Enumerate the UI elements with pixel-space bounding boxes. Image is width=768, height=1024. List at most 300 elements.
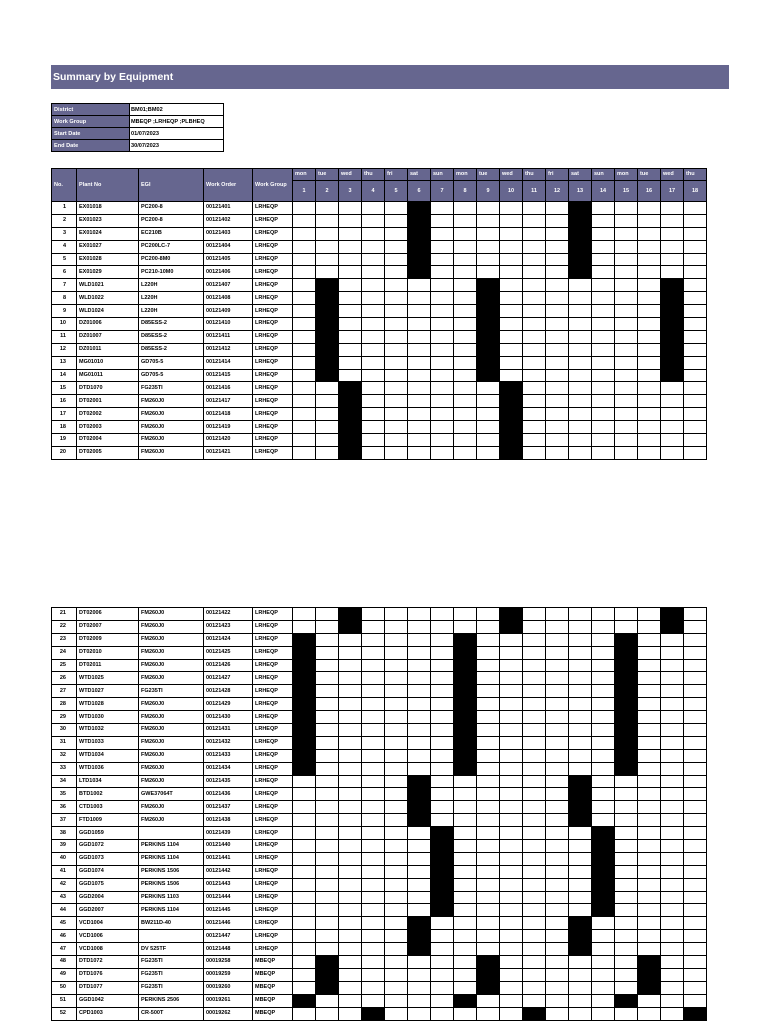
scheduled-day-cell: [408, 240, 431, 253]
plant-no: WLD1021: [77, 279, 139, 292]
egi-value: D85ESS-2: [139, 330, 204, 343]
day-cell: [569, 382, 592, 395]
work-group: LRHEQP: [253, 446, 293, 459]
day-cell: [661, 891, 684, 904]
work-order: 00121425: [204, 646, 253, 659]
day-cell: [385, 620, 408, 633]
day-cell: [684, 672, 707, 685]
day-cell: [661, 266, 684, 279]
day-cell: [293, 292, 316, 305]
day-cell: [316, 620, 339, 633]
day-cell: [638, 343, 661, 356]
scheduled-day-cell: [454, 711, 477, 724]
day-cell: [638, 814, 661, 827]
day-cell: [638, 994, 661, 1007]
day-cell: [661, 711, 684, 724]
day-cell: [615, 240, 638, 253]
egi-value: FM260J0: [139, 408, 204, 421]
day-cell: [431, 369, 454, 382]
day-cell: [638, 659, 661, 672]
day-cell: [431, 801, 454, 814]
day-cell: [362, 214, 385, 227]
day-cell: [500, 981, 523, 994]
day-cell: [661, 840, 684, 853]
scheduled-day-cell: [454, 994, 477, 1007]
day-cell: [638, 434, 661, 447]
day-cell: [362, 981, 385, 994]
egi-value: CR-500T: [139, 1007, 204, 1020]
scheduled-day-cell: [592, 827, 615, 840]
day-cell: [684, 646, 707, 659]
day-cell: [546, 801, 569, 814]
day-cell: [592, 608, 615, 621]
day-cell: [316, 253, 339, 266]
day-cell: [431, 620, 454, 633]
day-cell: [569, 685, 592, 698]
table-row: [52, 1007, 707, 1020]
day-cell: [339, 698, 362, 711]
day-cell: [684, 330, 707, 343]
egi-value: FG235TI: [139, 685, 204, 698]
work-order: 00121438: [204, 814, 253, 827]
day-cell: [500, 917, 523, 930]
day-cell: [293, 343, 316, 356]
day-cell: [362, 788, 385, 801]
work-group: LRHEQP: [253, 930, 293, 943]
plant-no: EX01023: [77, 214, 139, 227]
day-cell: [661, 865, 684, 878]
day-cell: [385, 330, 408, 343]
scheduled-day-cell: [569, 788, 592, 801]
row-number: 30: [52, 724, 77, 737]
day-cell: [477, 891, 500, 904]
day-cell: [615, 917, 638, 930]
day-cell: [408, 968, 431, 981]
day-cell: [592, 202, 615, 215]
day-cell: [385, 698, 408, 711]
day-cell: [454, 956, 477, 969]
day-cell: [500, 266, 523, 279]
day-cell: [339, 865, 362, 878]
scheduled-day-cell: [293, 672, 316, 685]
table-row: [52, 711, 707, 724]
scheduled-day-cell: [592, 904, 615, 917]
day-cell: [408, 891, 431, 904]
day-cell: [592, 994, 615, 1007]
day-cell: [523, 318, 546, 331]
col-header-egi: EGI: [139, 169, 204, 202]
day-cell: [477, 736, 500, 749]
day-cell: [431, 446, 454, 459]
table-row: [52, 878, 707, 891]
day-cell: [638, 646, 661, 659]
work-order: 00121418: [204, 408, 253, 421]
day-cell: [385, 801, 408, 814]
plant-no: CTD1003: [77, 801, 139, 814]
day-cell: [638, 395, 661, 408]
table-row: [52, 633, 707, 646]
day-cell: [523, 865, 546, 878]
table-row: [52, 646, 707, 659]
day-cell: [431, 279, 454, 292]
day-cell: [661, 762, 684, 775]
row-number: 19: [52, 434, 77, 447]
day-cell: [661, 981, 684, 994]
day-cell: [385, 878, 408, 891]
work-order: 00121403: [204, 227, 253, 240]
work-group: MBEQP: [253, 956, 293, 969]
day-cell: [362, 202, 385, 215]
day-cell: [661, 382, 684, 395]
day-cell: [477, 904, 500, 917]
parameter-value: 30/07/2023: [130, 140, 224, 152]
work-order: 00121419: [204, 421, 253, 434]
day-cell: [661, 930, 684, 943]
day-cell: [477, 395, 500, 408]
day-cell: [293, 827, 316, 840]
day-cell: [569, 904, 592, 917]
egi-value: PERKINS 1506: [139, 865, 204, 878]
day-cell: [592, 724, 615, 737]
day-cell: [615, 305, 638, 318]
work-order: 00121410: [204, 318, 253, 331]
day-cell: [339, 736, 362, 749]
day-cell: [684, 369, 707, 382]
row-number: 17: [52, 408, 77, 421]
egi-value: PERKINS 1104: [139, 852, 204, 865]
day-cell: [500, 788, 523, 801]
parameter-label: Work Group: [52, 116, 130, 128]
day-cell: [385, 994, 408, 1007]
day-cell: [316, 736, 339, 749]
day-cell: [500, 736, 523, 749]
table-row: [52, 240, 707, 253]
day-cell: [523, 749, 546, 762]
work-group: LRHEQP: [253, 943, 293, 956]
day-cell: [477, 878, 500, 891]
day-cell: [523, 266, 546, 279]
day-cell: [362, 711, 385, 724]
scheduled-day-cell: [500, 608, 523, 621]
day-cell: [592, 749, 615, 762]
day-cell: [362, 904, 385, 917]
work-group: LRHEQP: [253, 633, 293, 646]
day-cell: [293, 981, 316, 994]
day-cell: [661, 202, 684, 215]
row-number: 25: [52, 659, 77, 672]
day-cell: [592, 659, 615, 672]
day-cell: [339, 343, 362, 356]
day-cell: [316, 852, 339, 865]
day-cell: [523, 382, 546, 395]
scheduled-day-cell: [454, 672, 477, 685]
egi-value: FG235TI: [139, 382, 204, 395]
day-cell: [477, 608, 500, 621]
day-number-header: 8: [454, 181, 477, 202]
day-cell: [316, 775, 339, 788]
scheduled-day-cell: [339, 421, 362, 434]
day-cell: [293, 318, 316, 331]
scheduled-day-cell: [523, 1007, 546, 1020]
day-cell: [638, 608, 661, 621]
day-cell: [385, 736, 408, 749]
day-cell: [293, 434, 316, 447]
day-cell: [362, 646, 385, 659]
scheduled-day-cell: [615, 685, 638, 698]
scheduled-day-cell: [454, 762, 477, 775]
plant-no: LTD1034: [77, 775, 139, 788]
row-number: 16: [52, 395, 77, 408]
day-cell: [569, 395, 592, 408]
day-cell: [454, 266, 477, 279]
day-cell: [477, 711, 500, 724]
scheduled-day-cell: [569, 917, 592, 930]
day-cell: [431, 382, 454, 395]
plant-no: DZ01006: [77, 318, 139, 331]
egi-value: [139, 930, 204, 943]
day-cell: [638, 840, 661, 853]
day-cell: [362, 318, 385, 331]
day-cell: [293, 266, 316, 279]
work-order: 00121447: [204, 930, 253, 943]
work-group: LRHEQP: [253, 382, 293, 395]
day-name-header: mon: [615, 169, 638, 181]
work-order: 00121402: [204, 214, 253, 227]
day-cell: [615, 279, 638, 292]
day-cell: [316, 814, 339, 827]
day-cell: [615, 852, 638, 865]
day-cell: [431, 408, 454, 421]
day-number-header: 13: [569, 181, 592, 202]
day-cell: [592, 408, 615, 421]
day-cell: [661, 646, 684, 659]
day-cell: [523, 801, 546, 814]
table-row: [52, 956, 707, 969]
day-cell: [339, 356, 362, 369]
scheduled-day-cell: [500, 421, 523, 434]
day-cell: [546, 827, 569, 840]
day-cell: [454, 1007, 477, 1020]
day-cell: [638, 749, 661, 762]
day-cell: [684, 968, 707, 981]
day-cell: [546, 672, 569, 685]
plant-no: GGD1059: [77, 827, 139, 840]
day-cell: [661, 724, 684, 737]
row-number: 11: [52, 330, 77, 343]
day-cell: [385, 608, 408, 621]
day-cell: [684, 711, 707, 724]
work-group: LRHEQP: [253, 904, 293, 917]
day-cell: [477, 814, 500, 827]
row-number: 24: [52, 646, 77, 659]
day-cell: [546, 943, 569, 956]
day-cell: [408, 395, 431, 408]
scheduled-day-cell: [293, 698, 316, 711]
day-cell: [684, 356, 707, 369]
day-cell: [661, 917, 684, 930]
day-cell: [431, 356, 454, 369]
day-cell: [454, 395, 477, 408]
day-cell: [316, 227, 339, 240]
work-group: LRHEQP: [253, 240, 293, 253]
day-cell: [684, 292, 707, 305]
day-cell: [408, 330, 431, 343]
day-cell: [546, 1007, 569, 1020]
day-cell: [293, 369, 316, 382]
day-number-header: 9: [477, 181, 500, 202]
day-cell: [316, 904, 339, 917]
plant-no: DTD1077: [77, 981, 139, 994]
day-cell: [385, 253, 408, 266]
day-cell: [615, 395, 638, 408]
day-cell: [362, 685, 385, 698]
plant-no: WTD1025: [77, 672, 139, 685]
day-cell: [293, 956, 316, 969]
day-cell: [408, 1007, 431, 1020]
day-cell: [523, 685, 546, 698]
plant-no: WTD1030: [77, 711, 139, 724]
day-cell: [385, 356, 408, 369]
day-cell: [661, 446, 684, 459]
day-cell: [362, 253, 385, 266]
scheduled-day-cell: [569, 266, 592, 279]
day-cell: [546, 775, 569, 788]
day-cell: [500, 994, 523, 1007]
day-cell: [339, 788, 362, 801]
day-cell: [477, 930, 500, 943]
day-cell: [477, 840, 500, 853]
day-cell: [316, 646, 339, 659]
table-row: [52, 608, 707, 621]
work-group: MBEQP: [253, 994, 293, 1007]
day-cell: [316, 840, 339, 853]
work-group: LRHEQP: [253, 814, 293, 827]
day-cell: [339, 749, 362, 762]
day-cell: [661, 421, 684, 434]
day-cell: [316, 930, 339, 943]
day-cell: [684, 956, 707, 969]
day-cell: [454, 369, 477, 382]
day-cell: [408, 736, 431, 749]
day-cell: [362, 724, 385, 737]
scheduled-day-cell: [615, 762, 638, 775]
work-group: LRHEQP: [253, 369, 293, 382]
day-cell: [293, 608, 316, 621]
row-number: 52: [52, 1007, 77, 1020]
day-name-header: thu: [684, 169, 707, 181]
day-cell: [500, 356, 523, 369]
row-number: 50: [52, 981, 77, 994]
day-cell: [362, 672, 385, 685]
row-number: 40: [52, 852, 77, 865]
day-cell: [339, 633, 362, 646]
parameter-label: End Date: [52, 140, 130, 152]
day-cell: [316, 788, 339, 801]
scheduled-day-cell: [661, 369, 684, 382]
table-row: [52, 266, 707, 279]
day-cell: [293, 917, 316, 930]
day-cell: [500, 852, 523, 865]
work-order: 00121441: [204, 852, 253, 865]
day-cell: [684, 943, 707, 956]
day-cell: [638, 775, 661, 788]
scheduled-day-cell: [500, 382, 523, 395]
scheduled-day-cell: [454, 659, 477, 672]
day-name-header: sat: [408, 169, 431, 181]
day-cell: [477, 762, 500, 775]
day-cell: [615, 330, 638, 343]
day-cell: [454, 852, 477, 865]
day-cell: [500, 279, 523, 292]
day-cell: [293, 840, 316, 853]
day-cell: [615, 382, 638, 395]
day-cell: [638, 421, 661, 434]
day-cell: [638, 1007, 661, 1020]
day-cell: [615, 840, 638, 853]
day-cell: [431, 749, 454, 762]
day-cell: [339, 994, 362, 1007]
day-cell: [408, 852, 431, 865]
day-cell: [454, 305, 477, 318]
work-order: 00121428: [204, 685, 253, 698]
day-cell: [316, 608, 339, 621]
day-cell: [523, 827, 546, 840]
day-cell: [316, 891, 339, 904]
work-order: 00121440: [204, 840, 253, 853]
work-group: LRHEQP: [253, 620, 293, 633]
day-cell: [546, 343, 569, 356]
day-name-row: [52, 169, 707, 181]
day-cell: [385, 382, 408, 395]
scheduled-day-cell: [569, 240, 592, 253]
day-cell: [431, 659, 454, 672]
egi-value: FM260J0: [139, 724, 204, 737]
day-cell: [362, 698, 385, 711]
work-group: LRHEQP: [253, 685, 293, 698]
schedule-body-page1: [52, 202, 707, 460]
day-cell: [638, 685, 661, 698]
day-cell: [362, 620, 385, 633]
day-cell: [339, 801, 362, 814]
day-cell: [661, 240, 684, 253]
day-cell: [431, 253, 454, 266]
day-cell: [615, 446, 638, 459]
day-cell: [684, 981, 707, 994]
day-cell: [408, 382, 431, 395]
egi-value: GD705-5: [139, 369, 204, 382]
row-number: 22: [52, 620, 77, 633]
row-number: 7: [52, 279, 77, 292]
day-cell: [500, 227, 523, 240]
day-cell: [592, 981, 615, 994]
day-cell: [592, 943, 615, 956]
day-cell: [592, 685, 615, 698]
day-cell: [362, 266, 385, 279]
day-cell: [454, 930, 477, 943]
work-order: 00121445: [204, 904, 253, 917]
day-cell: [385, 633, 408, 646]
day-cell: [408, 981, 431, 994]
day-cell: [569, 891, 592, 904]
scheduled-day-cell: [615, 749, 638, 762]
scheduled-day-cell: [661, 620, 684, 633]
day-cell: [592, 240, 615, 253]
table-row: [52, 356, 707, 369]
day-cell: [500, 253, 523, 266]
day-cell: [661, 408, 684, 421]
day-cell: [431, 266, 454, 279]
scheduled-day-cell: [339, 408, 362, 421]
